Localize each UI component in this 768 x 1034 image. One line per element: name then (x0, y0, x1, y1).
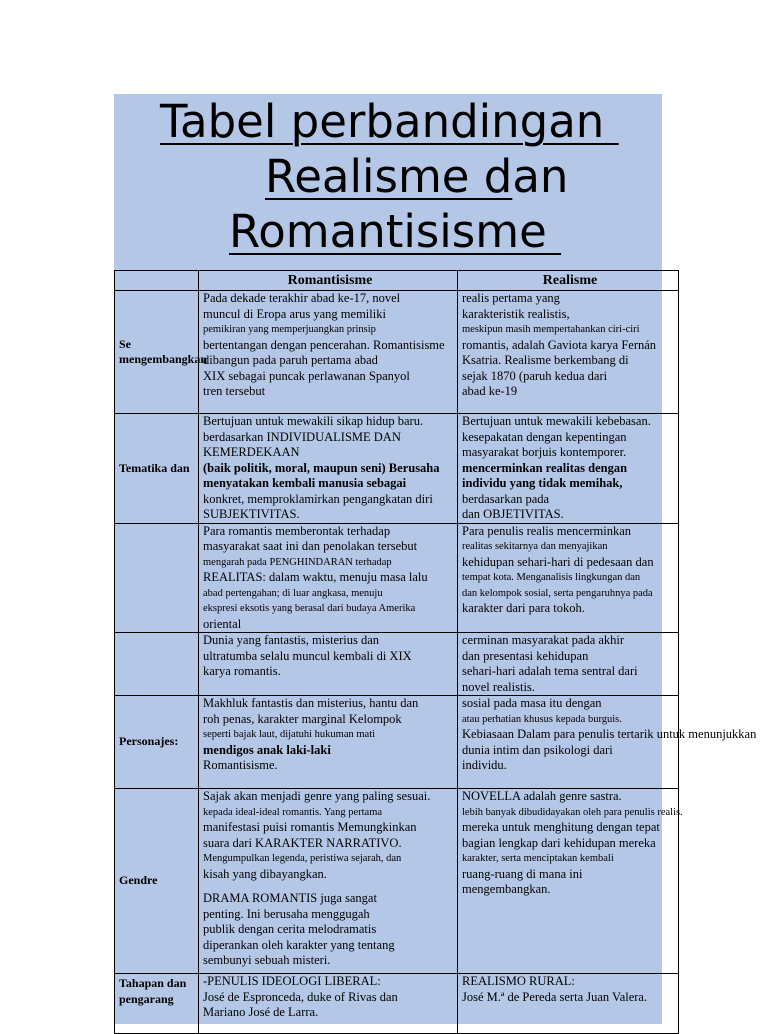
cell-line: mengarah pada PENGHINDARAN terhadap (203, 556, 392, 568)
row-label: Gendre (115, 789, 199, 974)
cell-line: individu yang tidak memihak, (462, 476, 623, 490)
cell-line: SUBJEKTIVITAS. (203, 507, 300, 521)
row-label: Tahapan dan pengarang (115, 974, 199, 1034)
cell-line: cerminan masyarakat pada akhir (462, 633, 625, 647)
cell-line: dan OBJETIVITAS. (462, 507, 564, 521)
romantic-cell (199, 523, 458, 633)
cell-line: dunia intim dan psikologi dari (462, 742, 613, 757)
cell-line: kesepakatan dengan kepentingan (462, 429, 627, 444)
cell-line: sejak 1870 (paruh kedua dari (462, 368, 608, 383)
cell-line: Sajak akan menjadi genre yang paling sesuai. (203, 789, 431, 803)
romantic-cell (199, 789, 458, 974)
header-cell-empty (115, 271, 199, 291)
realism-cell (458, 291, 679, 414)
cell-line: -PENULIS IDEOLOGI LIBERAL: (203, 974, 381, 988)
row-label: Tematika dan (115, 414, 199, 524)
cell-line: XIX sebagai puncak perlawanan Spanyol (203, 368, 410, 383)
cell-line: bertentangan dengan pencerahan. Romantisisme (203, 337, 445, 352)
header-cell-romantisisme: Romantisisme (199, 271, 458, 291)
cell-line: muncul di Eropa arus yang memiliki (203, 306, 386, 321)
cell-line: tempat kota. Menganalisis lingkungan dan (462, 572, 641, 583)
realism-cell (458, 974, 679, 1034)
cell-line: novel realistis. (462, 679, 535, 694)
cell-line: Para romantis memberontak terhadap (203, 523, 391, 538)
cell-line: Para penulis realis mencerminkan (462, 523, 632, 538)
cell-line: dibangun pada paruh pertama abad (203, 353, 378, 367)
cell-line: dan kelompok sosial, serta pengaruhnya pada (462, 587, 653, 599)
cell-line: Kebiasaan Dalam para penulis tertarik untuk menunjukkan (462, 727, 757, 741)
cell-line: REALITAS: dalam waktu, menuju masa lalu (203, 570, 428, 584)
cell-line: dan presentasi kehidupan (462, 648, 589, 663)
cell-line: masyarakat borjuis kontemporer. (462, 445, 627, 459)
cell-line: (baik politik, moral, maupun seni) Berusaha (203, 460, 440, 475)
cell-line: Ksatria. Realisme berkembang di (462, 353, 629, 367)
cell-line: José M.ª de Pereda serta Juan Valera. (462, 989, 648, 1004)
cell-line: diperankan oleh karakter yang tentang (203, 937, 395, 952)
romantic-cell (199, 974, 458, 1034)
realism-cell (458, 633, 679, 696)
cell-line: Mariano José de Larra. (203, 1005, 319, 1019)
cell-line: Dunia yang fantastis, misterius dan (203, 633, 380, 647)
cell-line: suara dari KARAKTER NARRATIVO. (203, 835, 402, 850)
romantic-cell (199, 414, 458, 524)
title-line-2 (265, 149, 568, 205)
cell-line: karakter dari para tokoh. (462, 601, 585, 615)
cell-line: manifestasi puisi romantis Memungkinkan (203, 820, 417, 834)
cell-line: lebih banyak dibudidayakan oleh para penulis realis. (462, 806, 683, 818)
table-row (115, 414, 679, 524)
cell-line: roh penas, karakter marginal Kelompok (203, 711, 402, 726)
cell-line: Pada dekade terakhir abad ke-17, novel (203, 291, 401, 305)
cell-line: mendigos anak laki-laki (203, 742, 331, 757)
table-row (115, 696, 679, 789)
row-label (115, 523, 199, 633)
header-cell-realisme: Realisme (458, 271, 679, 291)
romantic-cell (199, 696, 458, 789)
cell-line: Bertujuan untuk mewakili kebebasan. (462, 414, 651, 428)
cell-line: REALISMO RURAL: (462, 974, 575, 988)
realism-cell (458, 789, 683, 974)
table-row (115, 974, 679, 1034)
table-header-row (115, 271, 679, 291)
cell-line: abad ke-19 (462, 384, 518, 398)
cell-line: individu. (462, 758, 507, 772)
cell-line: ruang-ruang di mana ini (462, 866, 583, 881)
cell-line: Bertujuan untuk mewakili sikap hidup baru. (203, 414, 424, 428)
cell-line: kepada ideal-ideal romantis. Yang pertama (203, 806, 383, 818)
cell-line: realis pertama yang (462, 291, 560, 305)
cell-line: Makhluk fantastis dan misterius, hantu dan (203, 696, 419, 710)
cell-line (203, 882, 457, 891)
cell-line: sembunyi sebuah misteri. (203, 953, 331, 967)
cell-line: berdasarkan INDIVIDUALISME DAN (203, 429, 401, 444)
cell-line: atau perhatian khusus kepada burguis. (462, 713, 622, 725)
cell-line: Mengumpulkan legenda, peristiwa sejarah, dan (203, 853, 402, 864)
title-line-2-rest: an (512, 150, 569, 203)
table-row (115, 291, 679, 414)
cell-line: José de Espronceda, duke of Rivas dan (203, 989, 398, 1004)
cell-line: berdasarkan pada (462, 491, 550, 506)
cell-line: ekspresi eksotis yang berasal dari budaya Amerika (203, 603, 416, 614)
cell-line: NOVELLA adalah genre sastra. (462, 789, 622, 803)
realism-cell (458, 523, 679, 633)
row-label (115, 633, 199, 696)
realism-cell (458, 696, 757, 789)
cell-line: bagian lengkap dari kehidupan mereka (462, 835, 656, 850)
cell-line: publik dengan cerita melodramatis (203, 922, 377, 936)
cell-line: meskipun masih mempertahankan ciri-ciri (462, 324, 640, 335)
cell-line: kehidupan sehari-hari di pedesaan dan (462, 554, 654, 569)
cell-line: karakter, serta menciptakan kembali (462, 853, 614, 864)
cell-line: sehari-hari adalah tema sentral dari (462, 664, 638, 678)
cell-line: pemikiran yang memperjuangkan prinsip (203, 324, 376, 335)
title-line-2-underlined: Realisme d (265, 150, 513, 203)
cell-line: DRAMA ROMANTIS juga sangat (203, 891, 377, 905)
cell-line: karya romantis. (203, 664, 281, 678)
cell-line: penting. Ini berusaha menggugah (203, 906, 370, 921)
row-label: Se mengembangkan (115, 291, 199, 414)
realism-cell (458, 414, 679, 524)
table-row (115, 789, 679, 974)
cell-line: menyatakan kembali manusia sebagai (203, 476, 407, 490)
cell-line: sosial pada masa itu dengan (462, 696, 602, 710)
cell-line: oriental (203, 616, 242, 631)
cell-line: KEMERDEKAAN (203, 445, 300, 459)
romantic-cell (199, 291, 458, 414)
cell-line: mencerminkan realitas dengan (462, 460, 628, 475)
cell-line: tren tersebut (203, 384, 266, 398)
cell-line: kisah yang dibayangkan. (203, 866, 327, 881)
cell-line: realitas sekitarnya dan menyajikan (462, 541, 608, 552)
cell-line: Romantisisme. (203, 758, 278, 772)
cell-line: romantis, adalah Gaviota karya Fernán (462, 337, 657, 352)
cell-line: seperti bajak laut, dijatuhi hukuman mati (203, 729, 376, 740)
romantic-cell (199, 633, 458, 696)
cell-line: mereka untuk menghitung dengan tepat (462, 820, 660, 834)
title-line-1: Tabel perbandingan (160, 95, 619, 148)
comparison-table (114, 270, 757, 1034)
row-label: Personajes: (115, 696, 199, 789)
table-row (115, 523, 679, 633)
cell-line: abad pertengahan; di luar angkasa, menuju (203, 587, 383, 599)
cell-line: mengembangkan. (462, 882, 551, 896)
cell-line: masyarakat saat ini dan penolakan tersebut (203, 539, 418, 553)
cell-line: ultratumba selalu muncul kembali di XIX (203, 648, 412, 663)
cell-line: karakteristik realistis, (462, 306, 570, 321)
cell-line: konkret, memproklamirkan pengangkatan diri (203, 491, 433, 506)
title-line-3: Romantisisme (229, 205, 562, 258)
table-row (115, 633, 679, 696)
